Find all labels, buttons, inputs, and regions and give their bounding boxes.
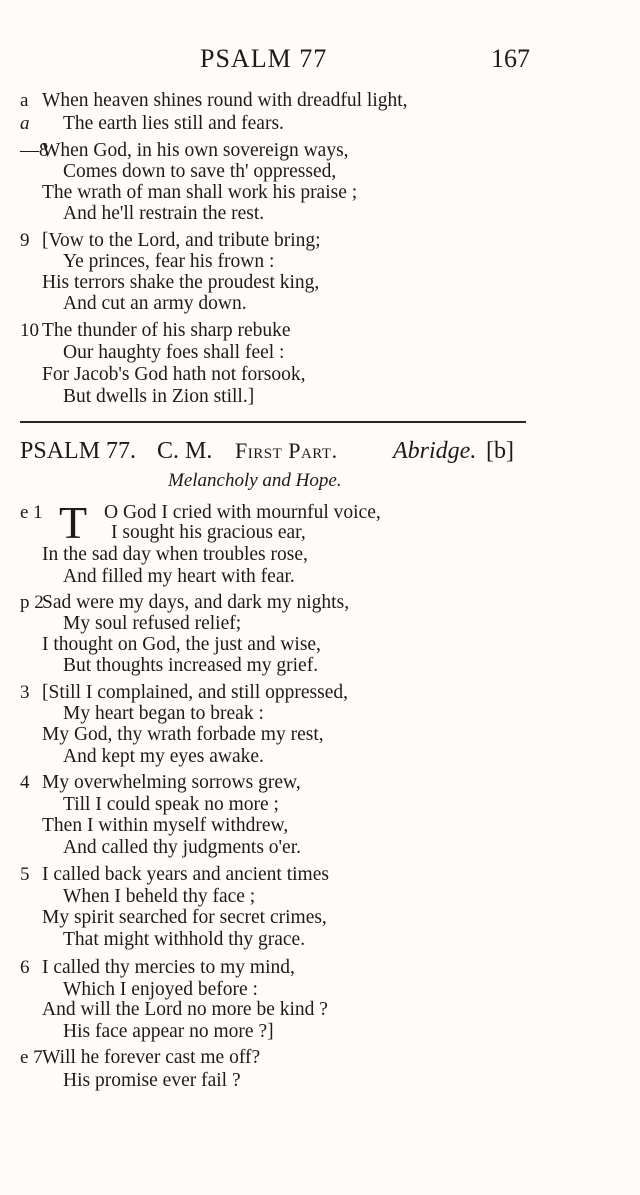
verse-mark: a (20, 90, 29, 111)
verse-line: [Still I complained, and still oppressed, (42, 682, 348, 703)
verse-line: And kept my eyes awake. (63, 746, 264, 767)
verse-mark: e 7 (20, 1047, 43, 1068)
verse-line: I thought on God, the just and wise, (42, 634, 321, 655)
drop-cap: T (59, 497, 88, 548)
verse-line: My spirit searched for secret crimes, (42, 907, 327, 928)
verse-line: Will he forever cast me off? (42, 1047, 261, 1068)
verse-line: [Vow to the Lord, and tribute bring; (42, 230, 321, 251)
verse-line: I called thy mercies to my mind, (42, 957, 295, 978)
verse-line: His terrors shake the proudest king, (42, 272, 320, 293)
verse-line: When heaven shines round with dreadful light, (42, 90, 408, 111)
verse-line: My heart began to break : (63, 703, 264, 724)
verse-line: Our haughty foes shall feel : (63, 342, 285, 363)
verse-line: And will the Lord no more be kind ? (42, 999, 328, 1020)
verse-mark: p 2 (20, 592, 44, 613)
verse-line: And he'll restrain the rest. (63, 203, 265, 224)
verse-line: The wrath of man shall work his praise ; (42, 182, 358, 203)
section-psalm: PSALM 77. (20, 438, 137, 464)
verse-mark: 6 (20, 957, 30, 978)
verse-line: When I beheld thy face ; (63, 886, 256, 907)
verse-mark: e 1 (20, 502, 43, 523)
verse-mark: —8 (20, 140, 49, 161)
verse-line: That might withhold thy grace. (63, 929, 306, 950)
verse-line: In the sad day when troubles rose, (42, 544, 308, 565)
verse-mark: 10 (20, 320, 39, 341)
verse-line: Ye princes, fear his frown : (63, 251, 275, 272)
verse-line: And called thy judgments o'er. (63, 837, 302, 858)
page-number: 167 (491, 44, 530, 73)
verse-line: But thoughts increased my grief. (63, 655, 319, 676)
running-head (0, 44, 640, 78)
verse-line: Sad were my days, and dark my nights, (42, 592, 350, 613)
verse-mark: a (20, 113, 30, 134)
verse-mark: 4 (20, 772, 30, 793)
verse-line: His face appear no more ?] (63, 1021, 274, 1042)
verse-line: And filled my heart with fear. (63, 566, 295, 587)
verse-line: The earth lies still and fears. (63, 113, 284, 134)
verse-line: But dwells in Zion still.] (63, 386, 255, 407)
section-part: First Part. (235, 438, 338, 463)
section-meter: C. M. (157, 438, 213, 464)
verse-mark: 3 (20, 682, 30, 703)
verse-line: I called back years and ancient times (42, 864, 329, 885)
section-tune-mark: [b] (486, 438, 514, 464)
section-heading (20, 438, 530, 468)
verse-line: And cut an army down. (63, 293, 247, 314)
verse-mark: 5 (20, 864, 30, 885)
section-subtitle: Melancholy and Hope. (168, 470, 342, 491)
verse-line: When God, in his own sovereign ways, (42, 140, 349, 161)
section-divider (20, 421, 526, 423)
verse-line: O God I cried with mournful voice, (104, 502, 381, 523)
verse-mark: 9 (20, 230, 30, 251)
verse-line: Then I within myself withdrew, (42, 815, 289, 836)
section-abridge: Abridge. (393, 438, 477, 464)
verse-line: Which I enjoyed before : (63, 979, 258, 1000)
verse-line: I sought his gracious ear, (111, 522, 306, 543)
verse-line: The thunder of his sharp rebuke (42, 320, 291, 341)
verse-line: My God, thy wrath forbade my rest, (42, 724, 324, 745)
verse-line: His promise ever fail ? (63, 1070, 241, 1091)
running-head-title: PSALM 77 (200, 44, 328, 73)
verse-line: Comes down to save th' oppressed, (63, 161, 337, 182)
verse-line: Till I could speak no more ; (63, 794, 279, 815)
verse-line: My soul refused relief; (63, 613, 242, 634)
verse-line: My overwhelming sorrows grew, (42, 772, 301, 793)
verse-line: For Jacob's God hath not forsook, (42, 364, 306, 385)
